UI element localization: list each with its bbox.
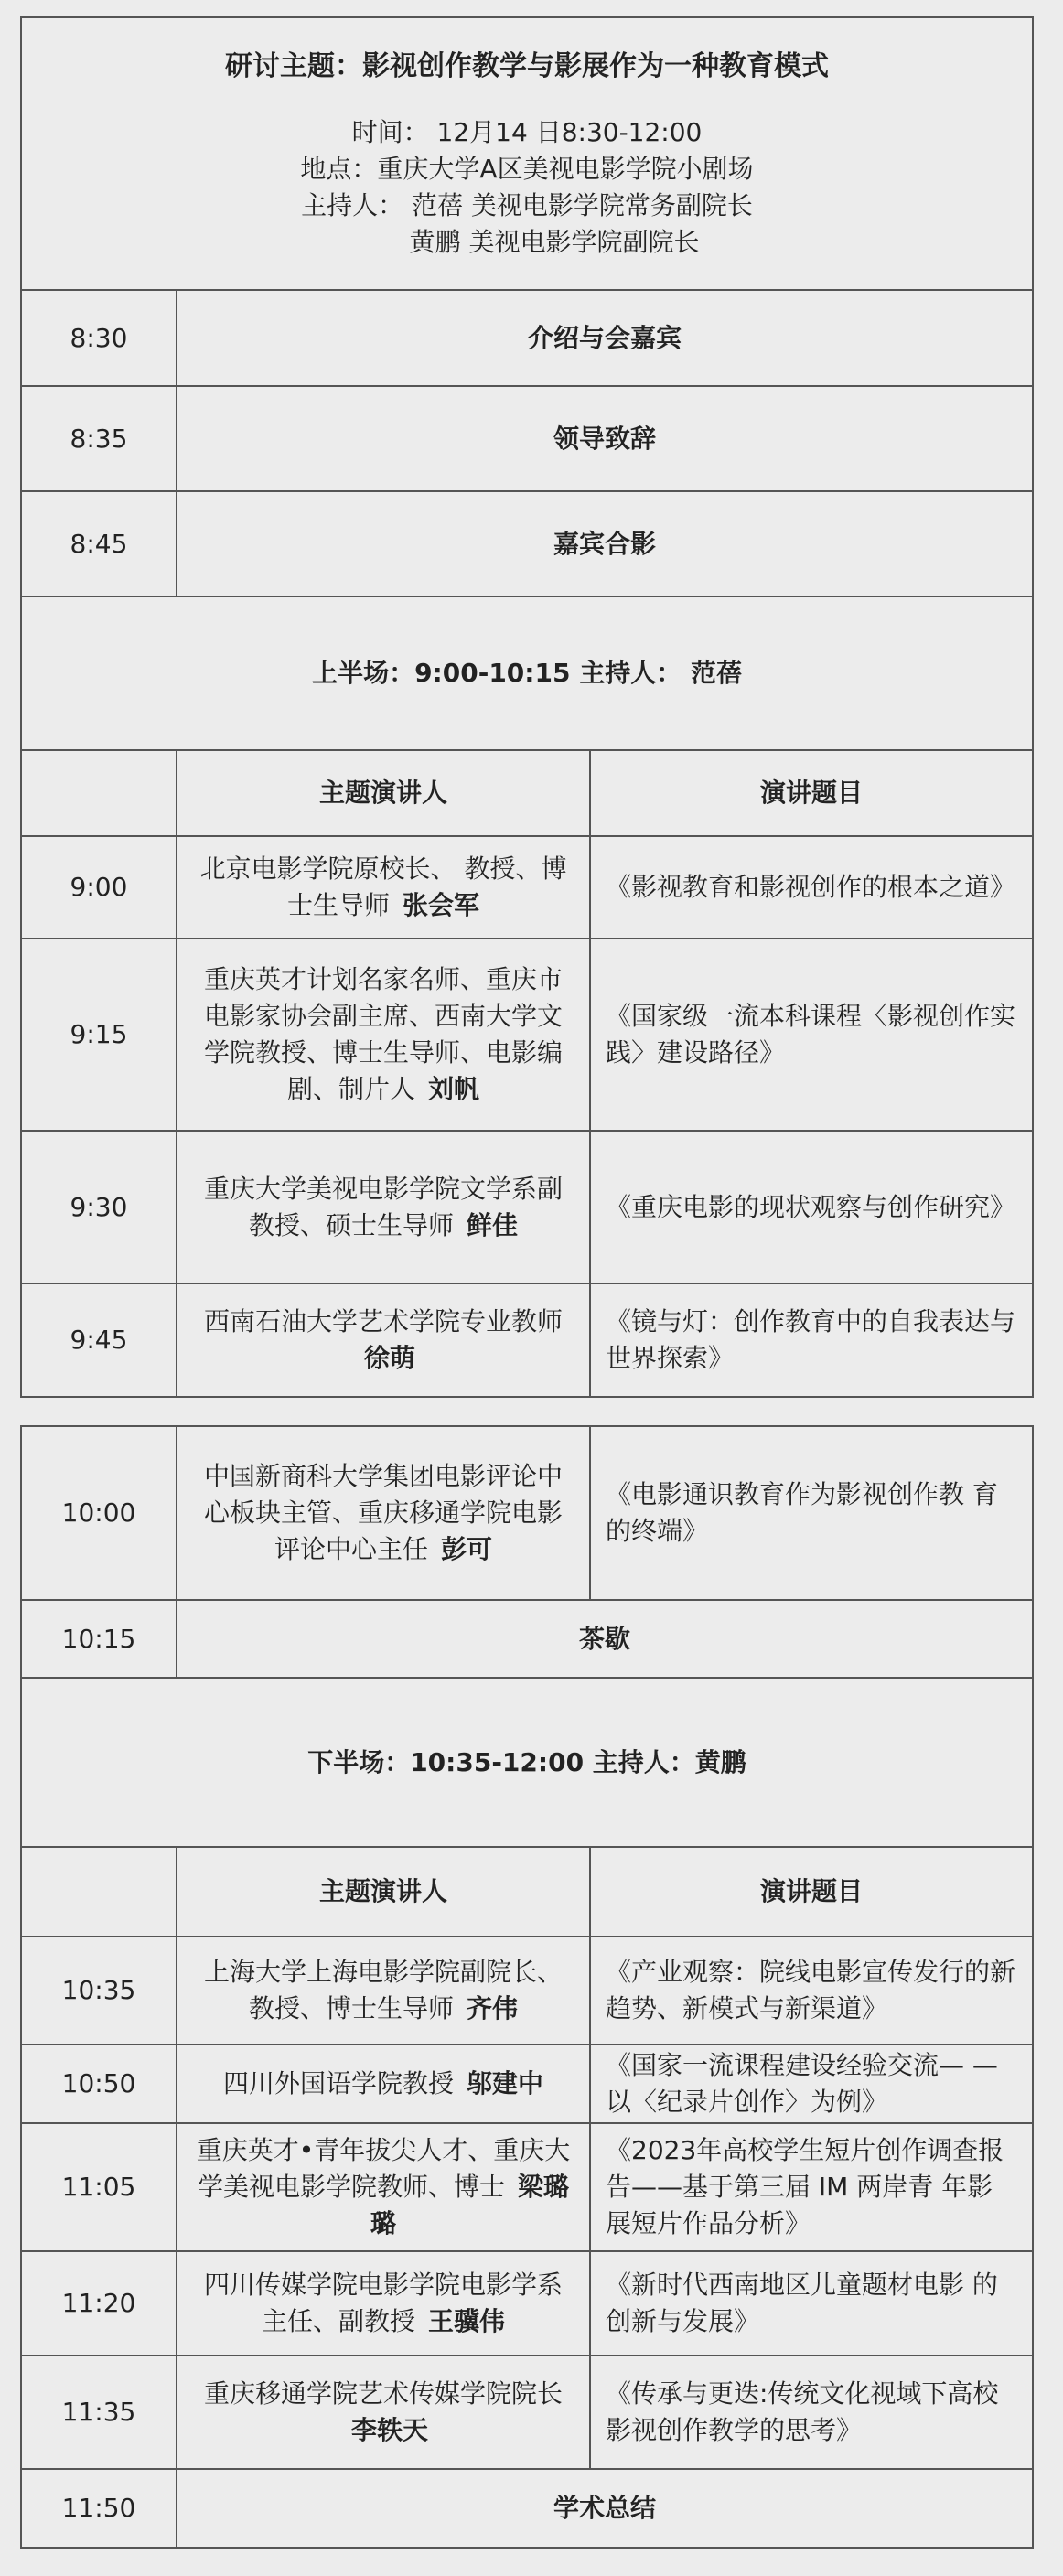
speaker-cell — [177, 2045, 590, 2123]
speaker-cell — [177, 836, 590, 939]
speaker-affiliation: 西南石油大学艺术学院专业教师 — [203, 1306, 563, 1336]
speaker-cell — [177, 1937, 590, 2045]
seminar-title: 研讨主题：影视创作教学与影展作为一种教育模式 — [225, 50, 829, 82]
header-cell — [21, 17, 1033, 290]
session-row — [21, 596, 1033, 750]
topic-cell: 《国家一流课程建设经验交流— —以〈纪录片创作〉为例》 — [590, 2045, 1033, 2123]
schedule-table-part1 — [20, 16, 1034, 1398]
time-cell: 11:35 — [21, 2356, 177, 2469]
speaker-name: 鲜佳 — [467, 1209, 519, 1240]
speaker-cell — [177, 2356, 590, 2469]
topic-cell: 《2023年高校学生短片创作调查报告——基于第三届 IM 两岸青 年影展短片作品分析》 — [590, 2123, 1033, 2251]
speaker-name: 彭可 — [441, 1534, 493, 1564]
header-row — [21, 17, 1033, 290]
speaker-name: 李轶天 — [350, 2415, 428, 2445]
topic-cell: 《新时代西南地区儿童题材电影 的创新与发展》 — [590, 2251, 1033, 2356]
talk-row — [21, 2251, 1033, 2356]
time-cell: 10:50 — [21, 2045, 177, 2123]
agenda-row — [21, 386, 1033, 491]
topic-cell: 《国家级一流本科课程〈影视创作实践〉建设路径》 — [590, 939, 1033, 1131]
seminar-place: 地点：重庆大学A区美视电影学院小剧场 — [300, 154, 754, 184]
time-cell: 9:45 — [21, 1283, 177, 1397]
time-header-cell — [21, 1847, 177, 1937]
speaker-column-header: 主题演讲人 — [177, 1847, 590, 1937]
talk-row — [21, 2356, 1033, 2469]
topic-cell: 《传承与更迭:传统文化视域下高校影视创作教学的思考》 — [590, 2356, 1033, 2469]
topic-cell: 《电影通识教育作为影视创作教 育的终端》 — [590, 1426, 1033, 1600]
topic-cell: 《产业观察：院线电影宣传发行的新趋势、新模式与新渠道》 — [590, 1937, 1033, 2045]
talk-row — [21, 1937, 1033, 2045]
speaker-affiliation: 四川外国语学院教授 — [222, 2068, 454, 2098]
first-half-title: 上半场：9:00-10:15 主持人： 范蓓 — [21, 596, 1033, 750]
speaker-name: 刘帆 — [428, 1074, 480, 1104]
time-header-cell — [21, 750, 177, 836]
topic-cell: 《镜与灯：创作教育中的自我表达与世界探索》 — [590, 1283, 1033, 1397]
topic-cell: 《影视教育和影视创作的根本之道》 — [590, 836, 1033, 939]
topic-cell: 《重庆电影的现状观察与创作研究》 — [590, 1131, 1033, 1283]
talk-row — [21, 2123, 1033, 2251]
agenda-row — [21, 491, 1033, 596]
speaker-affiliation: 中国新商科大学集团电影评论中心板块主管、重庆移通学院电影评论中心主任 — [203, 1461, 563, 1564]
speaker-name: 徐萌 — [363, 1343, 415, 1373]
speaker-cell — [177, 2251, 590, 2356]
time-cell: 8:35 — [21, 386, 177, 491]
speaker-affiliation: 重庆英才计划名家名师、重庆市电影家协会副主席、西南大学文学院教授、博士生导师、电影编剧、制片人 — [203, 964, 563, 1104]
speaker-cell — [177, 1283, 590, 1397]
time-cell: 11:50 — [21, 2469, 177, 2548]
speaker-name: 张会军 — [403, 890, 480, 920]
agenda-title: 嘉宾合影 — [177, 491, 1033, 596]
speaker-name: 邬建中 — [467, 2068, 544, 2098]
break-row — [21, 1600, 1033, 1678]
column-header-row — [21, 750, 1033, 836]
topic-column-header: 演讲题目 — [590, 1847, 1033, 1937]
speaker-affiliation: 北京电影学院原校长、 教授、博士生导师 — [199, 853, 567, 920]
time-cell: 8:30 — [21, 290, 177, 386]
speaker-cell — [177, 1131, 590, 1283]
talk-row — [21, 2045, 1033, 2123]
talk-row — [21, 1131, 1033, 1283]
closing-title: 学术总结 — [177, 2469, 1033, 2548]
session-row — [21, 1678, 1033, 1847]
schedule-table-part2 — [20, 1425, 1034, 2549]
seminar-time: 时间： 12月14 日8:30-12:00 — [351, 117, 703, 147]
agenda-title: 领导致辞 — [177, 386, 1033, 491]
second-half-title: 下半场：10:35-12:00 主持人：黄鹏 — [21, 1678, 1033, 1847]
agenda-row — [21, 2469, 1033, 2548]
time-cell: 9:15 — [21, 939, 177, 1131]
agenda-row — [21, 290, 1033, 386]
time-cell: 8:45 — [21, 491, 177, 596]
break-title: 茶歇 — [177, 1600, 1033, 1678]
speaker-cell — [177, 939, 590, 1131]
speaker-name: 齐伟 — [467, 1993, 519, 2023]
speaker-affiliation: 四川传媒学院电影学院电影学系主任、副教授 — [203, 2270, 563, 2336]
speaker-affiliation: 上海大学上海电影学院副院长、教授、博士生导师 — [203, 1957, 563, 2023]
column-header-row — [21, 1847, 1033, 1937]
time-cell: 11:20 — [21, 2251, 177, 2356]
agenda-title: 介绍与会嘉宾 — [177, 290, 1033, 386]
speaker-column-header: 主题演讲人 — [177, 750, 590, 836]
time-cell: 10:35 — [21, 1937, 177, 2045]
seminar-host-1: 主持人： 范蓓 美视电影学院常务副院长 — [301, 190, 753, 220]
time-cell: 9:30 — [21, 1131, 177, 1283]
time-cell: 10:00 — [21, 1426, 177, 1600]
speaker-affiliation: 重庆英才•青年拔尖人才、重庆大学美视电影学院教师、博士 — [196, 2135, 571, 2202]
time-cell: 10:15 — [21, 1600, 177, 1678]
time-cell: 9:00 — [21, 836, 177, 939]
time-cell: 11:05 — [21, 2123, 177, 2251]
talk-row — [21, 1426, 1033, 1600]
topic-column-header: 演讲题目 — [590, 750, 1033, 836]
speaker-cell — [177, 2123, 590, 2251]
talk-row — [21, 1283, 1033, 1397]
speaker-name: 梁璐璐 — [370, 2172, 570, 2238]
talk-row — [21, 836, 1033, 939]
speaker-name: 王骥伟 — [428, 2306, 506, 2336]
speaker-cell — [177, 1426, 590, 1600]
seminar-host-2: 黄鹏 美视电影学院副院长 — [409, 227, 700, 257]
talk-row — [21, 939, 1033, 1131]
speaker-affiliation: 重庆移通学院艺术传媒学院院长 — [203, 2378, 563, 2409]
speaker-affiliation: 重庆大学美视电影学院文学系副教授、硕士生导师 — [203, 1173, 563, 1240]
